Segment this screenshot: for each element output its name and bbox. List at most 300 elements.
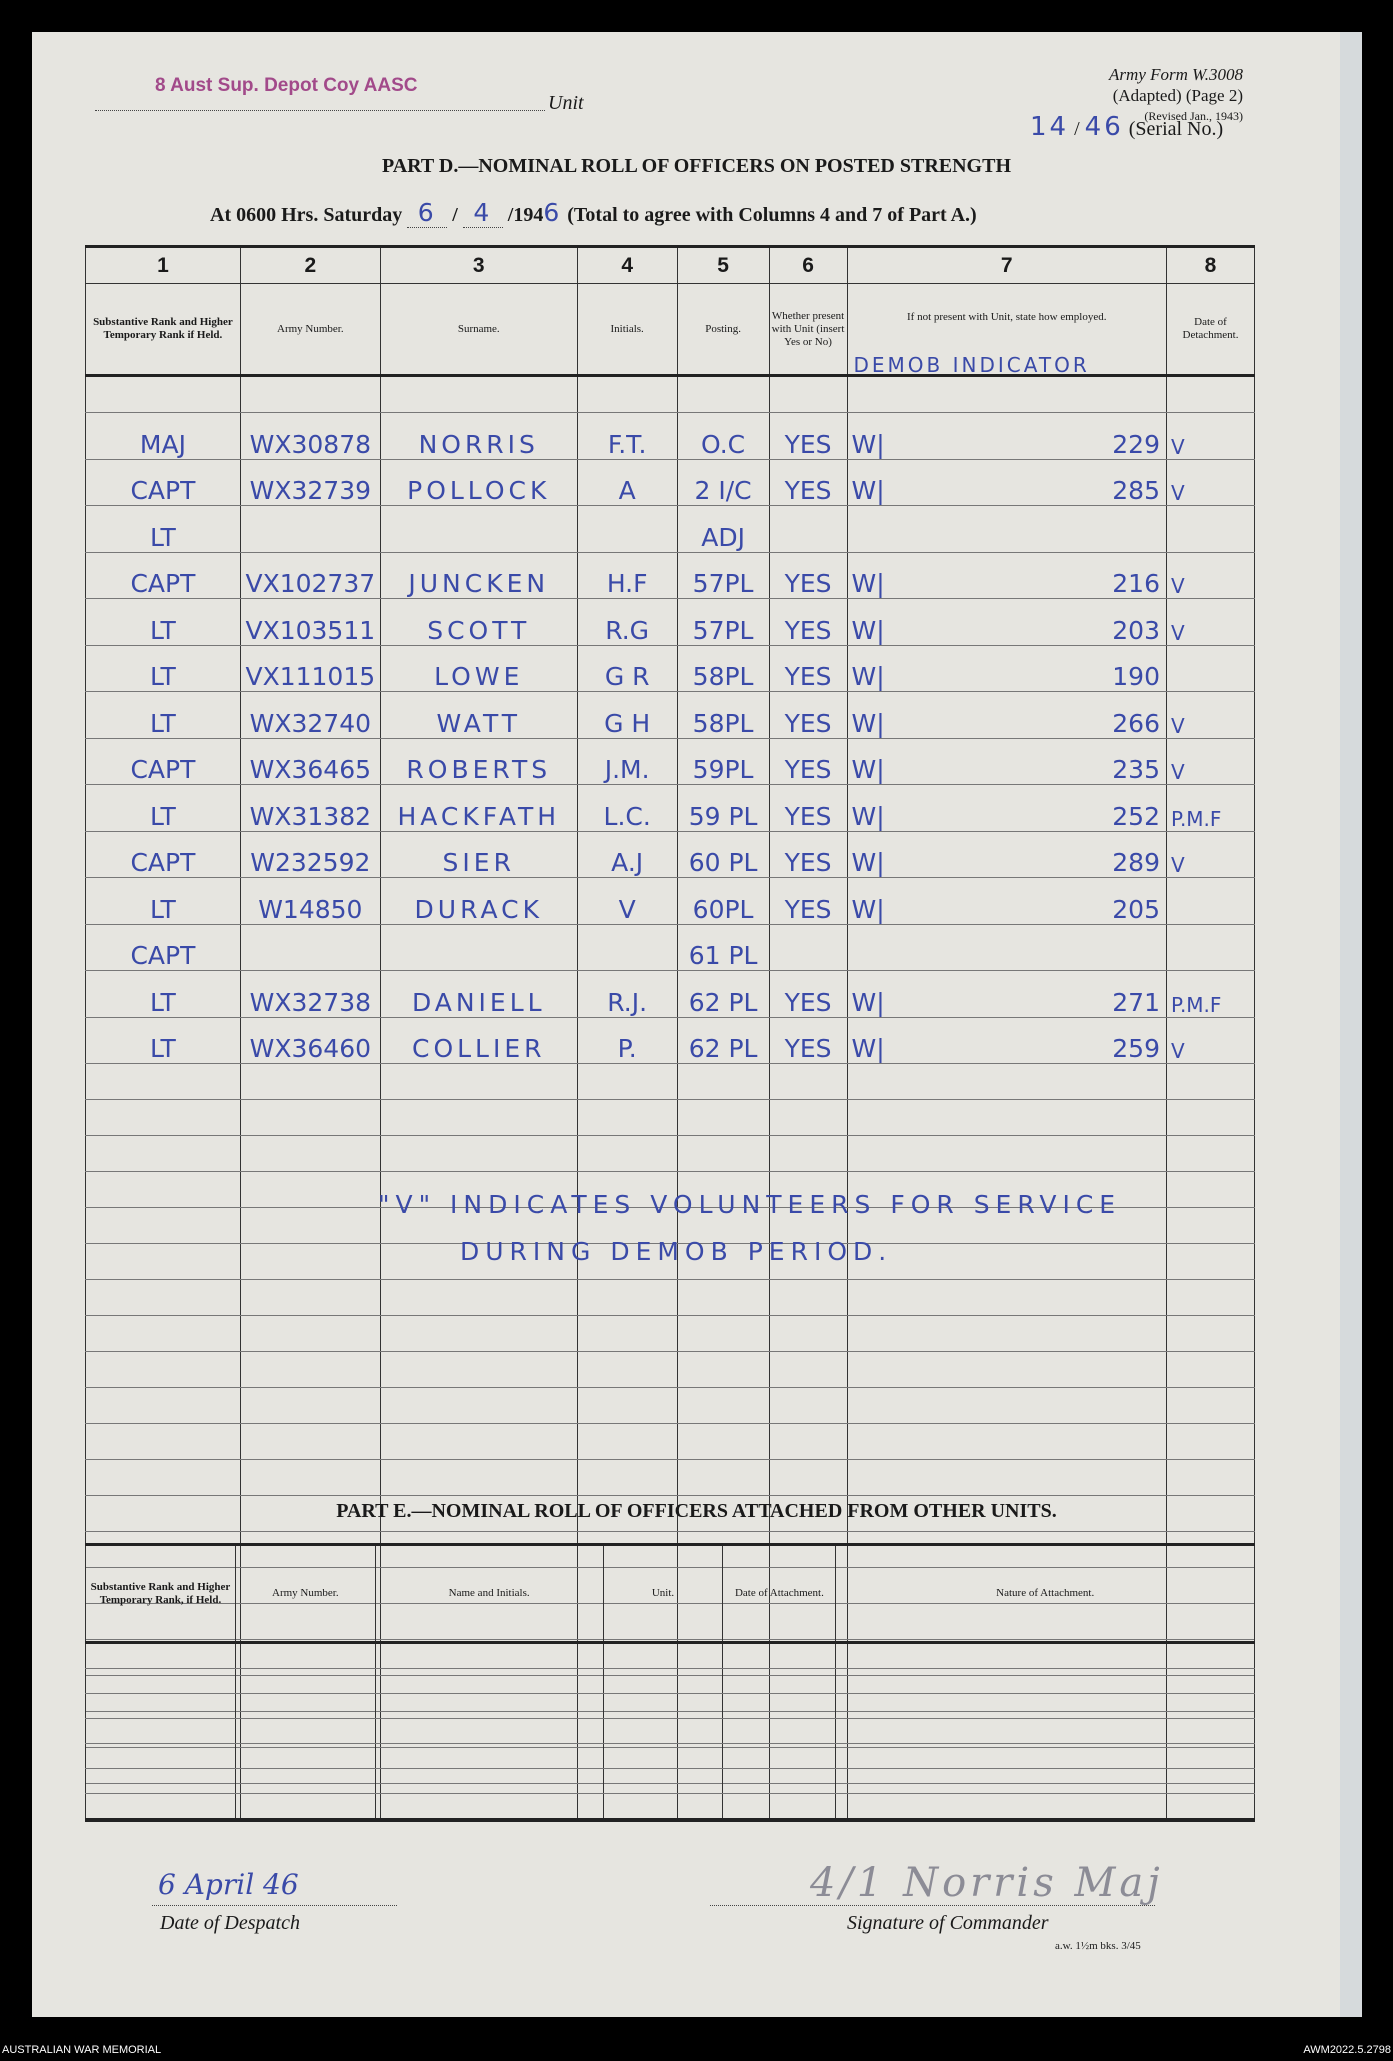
demob-indicator-value: 235 [1112, 755, 1160, 784]
despatch-label: Date of Despatch [160, 1912, 300, 1934]
employed-cell [847, 738, 1167, 785]
empty-cell [86, 1794, 236, 1820]
initials-cell: G R [577, 645, 677, 692]
column-header-row [86, 284, 1255, 376]
detachment-cell: V [1167, 1017, 1255, 1064]
present-cell [769, 1460, 847, 1496]
surname-cell: ROBERTS [380, 738, 577, 785]
header-rank: Substantive Rank and Higher Temporary Rank if Held. [86, 284, 241, 376]
present-cell [769, 924, 847, 971]
army-number-cell [240, 506, 380, 553]
empty-cell [235, 1769, 375, 1794]
employed-cell [847, 1316, 1167, 1352]
unit-label: Unit [548, 92, 584, 114]
blank-row [86, 1794, 1255, 1820]
army-number-cell [240, 1064, 380, 1100]
employed-mark: W| [851, 708, 885, 738]
surname-cell: LOWE [380, 645, 577, 692]
present-cell [769, 376, 847, 413]
detachment-cell [1167, 1208, 1255, 1244]
empty-cell [235, 1719, 375, 1744]
part-d-title: PART D.—NOMINAL ROLL OF OFFICERS ON POSTED STRENGTH [381, 155, 1011, 177]
army-number-cell [240, 1244, 380, 1280]
empty-cell [235, 1744, 375, 1769]
initials-cell [577, 1064, 677, 1100]
serial-part-b: 46 [1084, 112, 1124, 142]
rank-cell: LT [86, 785, 241, 832]
e-header-name: Name and Initials. [375, 1545, 603, 1643]
officer-row [86, 413, 1255, 460]
col-number: 7 [847, 247, 1167, 284]
empty-cell [603, 1719, 723, 1744]
detachment-cell [1167, 878, 1255, 925]
empty-cell [723, 1744, 836, 1769]
detachment-cell: V [1167, 552, 1255, 599]
present-cell [769, 1316, 847, 1352]
officer-row [86, 599, 1255, 646]
surname-cell [380, 1460, 577, 1496]
employed-cell [847, 1460, 1167, 1496]
initials-cell: F.T. [577, 413, 677, 460]
posting-cell [677, 1460, 769, 1496]
surname-cell [380, 1316, 577, 1352]
empty-cell [375, 1669, 603, 1694]
surname-cell: NORRIS [380, 413, 577, 460]
part-d-date-line: At 0600 Hrs. Saturday 6 / 4 /1946 (Total to agree with Columns 4 and 7 of Part A.) [210, 198, 977, 227]
initials-cell: G H [577, 692, 677, 739]
posting-cell [677, 1352, 769, 1388]
army-number-cell [240, 1172, 380, 1208]
e-header-army-number: Army Number. [235, 1545, 375, 1643]
date-month: 4 [463, 198, 503, 228]
rank-cell [86, 1172, 241, 1208]
posting-cell: 60 PL [677, 831, 769, 878]
initials-cell [577, 376, 677, 413]
header-employed [847, 284, 1167, 376]
present-cell: YES [769, 831, 847, 878]
posting-cell: ADJ [677, 506, 769, 553]
posting-cell: 62 PL [677, 1017, 769, 1064]
initials-cell: J.M. [577, 738, 677, 785]
surname-cell [380, 924, 577, 971]
detachment-cell [1167, 924, 1255, 971]
surname-cell [380, 1100, 577, 1136]
signature-dotted-line [710, 1905, 1155, 1906]
employed-cell [847, 692, 1167, 739]
employed-cell [847, 376, 1167, 413]
army-number-cell [240, 1280, 380, 1316]
detachment-cell [1167, 1460, 1255, 1496]
col-number: 1 [86, 247, 241, 284]
employed-mark: W| [851, 801, 885, 831]
present-cell: YES [769, 692, 847, 739]
paper-edge [1340, 32, 1362, 2017]
employed-cell [847, 1280, 1167, 1316]
initials-cell: H.F [577, 552, 677, 599]
empty-cell [86, 1694, 236, 1719]
army-number-cell [240, 1136, 380, 1172]
present-cell [769, 1388, 847, 1424]
surname-cell: HACKFATH [380, 785, 577, 832]
rank-cell [86, 1100, 241, 1136]
empty-cell [723, 1719, 836, 1744]
detachment-cell: V [1167, 599, 1255, 646]
initials-cell [577, 1388, 677, 1424]
present-cell: YES [769, 1017, 847, 1064]
empty-cell [603, 1694, 723, 1719]
empty-cell [86, 1669, 236, 1694]
demob-indicator-value: 271 [1112, 987, 1160, 1017]
date-day: 6 [407, 198, 447, 228]
surname-cell: WATT [380, 692, 577, 739]
detachment-cell [1167, 376, 1255, 413]
rank-cell [86, 1064, 241, 1100]
part-e-table [85, 1543, 1255, 1821]
serial-part-a: 14 [1030, 112, 1070, 142]
present-cell [769, 1352, 847, 1388]
present-cell [769, 1064, 847, 1100]
army-number-cell: VX103511 [240, 599, 380, 646]
detachment-cell [1167, 1316, 1255, 1352]
initials-cell [577, 1280, 677, 1316]
army-number-cell [240, 1100, 380, 1136]
detachment-cell [1167, 1388, 1255, 1424]
blank-row [86, 1136, 1255, 1172]
form-revised: (Revised Jan., 1943) [1144, 109, 1243, 123]
employed-mark: W| [851, 1034, 885, 1063]
employed-cell [847, 1064, 1167, 1100]
rank-cell: CAPT [86, 924, 241, 971]
initials-cell [577, 1316, 677, 1352]
employed-cell [847, 785, 1167, 832]
employed-cell [847, 1424, 1167, 1460]
rank-cell: CAPT [86, 459, 241, 506]
army-number-cell: W232592 [240, 831, 380, 878]
posting-cell [677, 1100, 769, 1136]
employed-mark: W| [851, 987, 885, 1017]
empty-cell [375, 1744, 603, 1769]
detachment-cell [1167, 506, 1255, 553]
empty-cell [375, 1719, 603, 1744]
column-number-row [86, 247, 1255, 284]
surname-cell [380, 1388, 577, 1424]
demob-indicator-value: 203 [1112, 615, 1160, 645]
serial-separator: / [1074, 118, 1080, 140]
present-cell: YES [769, 413, 847, 460]
rank-cell [86, 1352, 241, 1388]
empty-cell [86, 1744, 236, 1769]
detachment-cell [1167, 1172, 1255, 1208]
empty-cell [235, 1694, 375, 1719]
employed-cell [847, 599, 1167, 646]
employed-mark: W| [851, 476, 885, 505]
serial-number [1030, 112, 1223, 142]
employed-cell [847, 645, 1167, 692]
officer-row [86, 971, 1255, 1018]
blank-row [86, 1643, 1255, 1669]
army-number-cell [240, 1352, 380, 1388]
date-year-hand: 6 [543, 198, 563, 227]
empty-cell [375, 1794, 603, 1820]
officer-row [86, 924, 1255, 971]
posting-cell: 60PL [677, 878, 769, 925]
rank-cell: LT [86, 692, 241, 739]
present-cell [769, 1424, 847, 1460]
present-cell [769, 1100, 847, 1136]
detachment-cell: P.M.F [1167, 785, 1255, 832]
present-cell [769, 1280, 847, 1316]
posting-cell: 59 PL [677, 785, 769, 832]
employed-cell [847, 1100, 1167, 1136]
part-e-header-row [86, 1545, 1255, 1643]
surname-cell: SCOTT [380, 599, 577, 646]
initials-cell [577, 1460, 677, 1496]
present-cell: YES [769, 459, 847, 506]
empty-cell [603, 1643, 723, 1669]
empty-cell [723, 1794, 836, 1820]
detachment-cell [1167, 1280, 1255, 1316]
print-reference: a.w. 1½m bks. 3/45 [1055, 1940, 1141, 1952]
rank-cell: LT [86, 1017, 241, 1064]
surname-cell [380, 1064, 577, 1100]
posting-cell [677, 1064, 769, 1100]
present-cell [769, 1136, 847, 1172]
form-number: Army Form W.3008 [1109, 65, 1243, 84]
rank-cell [86, 1208, 241, 1244]
officer-row [86, 645, 1255, 692]
employed-cell [847, 831, 1167, 878]
posting-cell [677, 376, 769, 413]
empty-cell [836, 1669, 1255, 1694]
serial-label: (Serial No.) [1128, 118, 1224, 140]
blank-row [86, 1388, 1255, 1424]
officer-row [86, 459, 1255, 506]
blank-row [86, 1352, 1255, 1388]
surname-cell: DURACK [380, 878, 577, 925]
e-header-nature: Nature of Attachment. [836, 1545, 1255, 1643]
empty-cell [603, 1794, 723, 1820]
present-cell: YES [769, 645, 847, 692]
demob-indicator-note: DEMOB INDICATOR [853, 353, 1090, 377]
rank-cell: LT [86, 645, 241, 692]
surname-cell [380, 506, 577, 553]
rank-cell [86, 376, 241, 413]
army-number-cell [240, 1460, 380, 1496]
employed-mark: W| [851, 848, 885, 877]
posting-cell [677, 1316, 769, 1352]
officer-row [86, 831, 1255, 878]
employed-cell [847, 459, 1167, 506]
posting-cell [677, 1424, 769, 1460]
part-e-title: PART E.—NOMINAL ROLL OF OFFICERS ATTACHED FROM OTHER UNITS. [336, 1500, 1057, 1522]
col-number: 5 [677, 247, 769, 284]
employed-cell [847, 971, 1167, 1018]
detachment-cell: V [1167, 692, 1255, 739]
present-cell: YES [769, 785, 847, 832]
empty-cell [836, 1719, 1255, 1744]
officer-row [86, 692, 1255, 739]
army-number-cell [240, 376, 380, 413]
posting-cell: 2 I/C [677, 459, 769, 506]
blank-row [86, 1694, 1255, 1719]
employed-cell [847, 1244, 1167, 1280]
blank-row [86, 1100, 1255, 1136]
empty-cell [723, 1694, 836, 1719]
header-initials: Initials. [577, 284, 677, 376]
initials-cell [577, 1100, 677, 1136]
header-army-number: Army Number. [240, 284, 380, 376]
officer-row [86, 552, 1255, 599]
demob-indicator-value: 285 [1112, 476, 1160, 505]
employed-mark: W| [851, 615, 885, 645]
posting-cell: 59PL [677, 738, 769, 785]
blank-row [86, 1744, 1255, 1769]
army-number-cell [240, 1388, 380, 1424]
empty-cell [86, 1719, 236, 1744]
posting-cell [677, 1280, 769, 1316]
empty-cell [235, 1669, 375, 1694]
demob-indicator-value: 229 [1112, 429, 1160, 459]
date-suffix: (Total to agree with Columns 4 and 7 of Part A.) [567, 204, 977, 226]
initials-cell: V [577, 878, 677, 925]
archive-accession: AWM2022.5.2798 [1303, 2044, 1391, 2056]
empty-cell [86, 1769, 236, 1794]
surname-cell [380, 1352, 577, 1388]
col-number: 4 [577, 247, 677, 284]
detachment-cell: V [1167, 459, 1255, 506]
empty-cell [603, 1769, 723, 1794]
employed-mark: W| [851, 429, 885, 459]
initials-cell [577, 1136, 677, 1172]
initials-cell [577, 924, 677, 971]
officer-row [86, 506, 1255, 553]
posting-cell: 58PL [677, 692, 769, 739]
signature-label: Signature of Commander [847, 1912, 1049, 1934]
detachment-cell: P.M.F [1167, 971, 1255, 1018]
army-number-cell: WX36460 [240, 1017, 380, 1064]
present-cell: YES [769, 738, 847, 785]
detachment-cell [1167, 1064, 1255, 1100]
detachment-cell [1167, 1100, 1255, 1136]
col-number: 3 [380, 247, 577, 284]
part-e-rows [86, 1643, 1255, 1820]
blank-row [86, 1719, 1255, 1744]
employed-cell [847, 552, 1167, 599]
army-number-cell: VX102737 [240, 552, 380, 599]
detachment-cell [1167, 1244, 1255, 1280]
initials-cell: P. [577, 1017, 677, 1064]
blank-row [86, 1669, 1255, 1694]
surname-cell [380, 1136, 577, 1172]
initials-cell: A [577, 459, 677, 506]
surname-cell: SIER [380, 831, 577, 878]
employed-cell [847, 413, 1167, 460]
army-number-cell: WX36465 [240, 738, 380, 785]
employed-mark: W| [851, 755, 885, 784]
empty-cell [836, 1769, 1255, 1794]
rank-cell [86, 1244, 241, 1280]
empty-cell [235, 1794, 375, 1820]
rank-cell: LT [86, 599, 241, 646]
empty-cell [375, 1643, 603, 1669]
present-cell: YES [769, 878, 847, 925]
blank-row [86, 1424, 1255, 1460]
posting-cell: 57PL [677, 552, 769, 599]
employed-mark: W| [851, 569, 885, 598]
surname-cell: DANIELL [380, 971, 577, 1018]
officer-row [86, 1017, 1255, 1064]
initials-cell [577, 1352, 677, 1388]
army-number-cell: WX32739 [240, 459, 380, 506]
posting-cell [677, 1388, 769, 1424]
detachment-cell [1167, 1424, 1255, 1460]
present-cell: YES [769, 552, 847, 599]
rank-cell: LT [86, 506, 241, 553]
blank-row [86, 1460, 1255, 1496]
demob-indicator-value: 259 [1112, 1034, 1160, 1063]
army-number-cell: VX111015 [240, 645, 380, 692]
present-cell: YES [769, 599, 847, 646]
surname-cell: POLLOCK [380, 459, 577, 506]
army-number-cell: W14850 [240, 878, 380, 925]
volunteer-note-line2: DURING DEMOB PERIOD. [460, 1237, 893, 1266]
empty-cell [235, 1643, 375, 1669]
rank-cell: CAPT [86, 552, 241, 599]
rank-cell [86, 1388, 241, 1424]
empty-cell [375, 1694, 603, 1719]
army-number-cell [240, 1316, 380, 1352]
rank-cell: LT [86, 878, 241, 925]
officer-row [86, 738, 1255, 785]
army-number-cell [240, 1208, 380, 1244]
date-year-printed: 194 [513, 204, 544, 226]
posting-cell: 57PL [677, 599, 769, 646]
posting-cell: O.C [677, 413, 769, 460]
employed-cell [847, 506, 1167, 553]
e-header-date: Date of Attachment. [723, 1545, 836, 1643]
present-cell [769, 506, 847, 553]
employed-cell [847, 1388, 1167, 1424]
header-employed-text: If not present with Unit, state how employed. [907, 311, 1107, 323]
empty-cell [375, 1769, 603, 1794]
initials-cell [577, 1424, 677, 1460]
rank-cell: CAPT [86, 831, 241, 878]
surname-cell: COLLIER [380, 1017, 577, 1064]
despatch-date-value: 6 April 46 [158, 1868, 299, 1901]
despatch-dotted-line [152, 1905, 397, 1906]
date-prefix: At 0600 Hrs. Saturday [210, 204, 403, 226]
army-number-cell [240, 924, 380, 971]
col-number: 8 [1167, 247, 1255, 284]
col-number: 6 [769, 247, 847, 284]
empty-cell [836, 1643, 1255, 1669]
army-number-cell: WX32738 [240, 971, 380, 1018]
empty-cell [836, 1794, 1255, 1820]
empty-cell [723, 1643, 836, 1669]
employed-mark: W| [851, 894, 885, 924]
army-number-cell [240, 1424, 380, 1460]
initials-cell [577, 506, 677, 553]
rank-cell [86, 1280, 241, 1316]
blank-row [86, 376, 1255, 413]
rank-cell [86, 1316, 241, 1352]
posting-cell: 62 PL [677, 971, 769, 1018]
demob-indicator-value: 205 [1112, 894, 1160, 924]
detachment-cell: V [1167, 413, 1255, 460]
army-number-cell: WX31382 [240, 785, 380, 832]
surname-cell: JUNCKEN [380, 552, 577, 599]
header-surname: Surname. [380, 284, 577, 376]
